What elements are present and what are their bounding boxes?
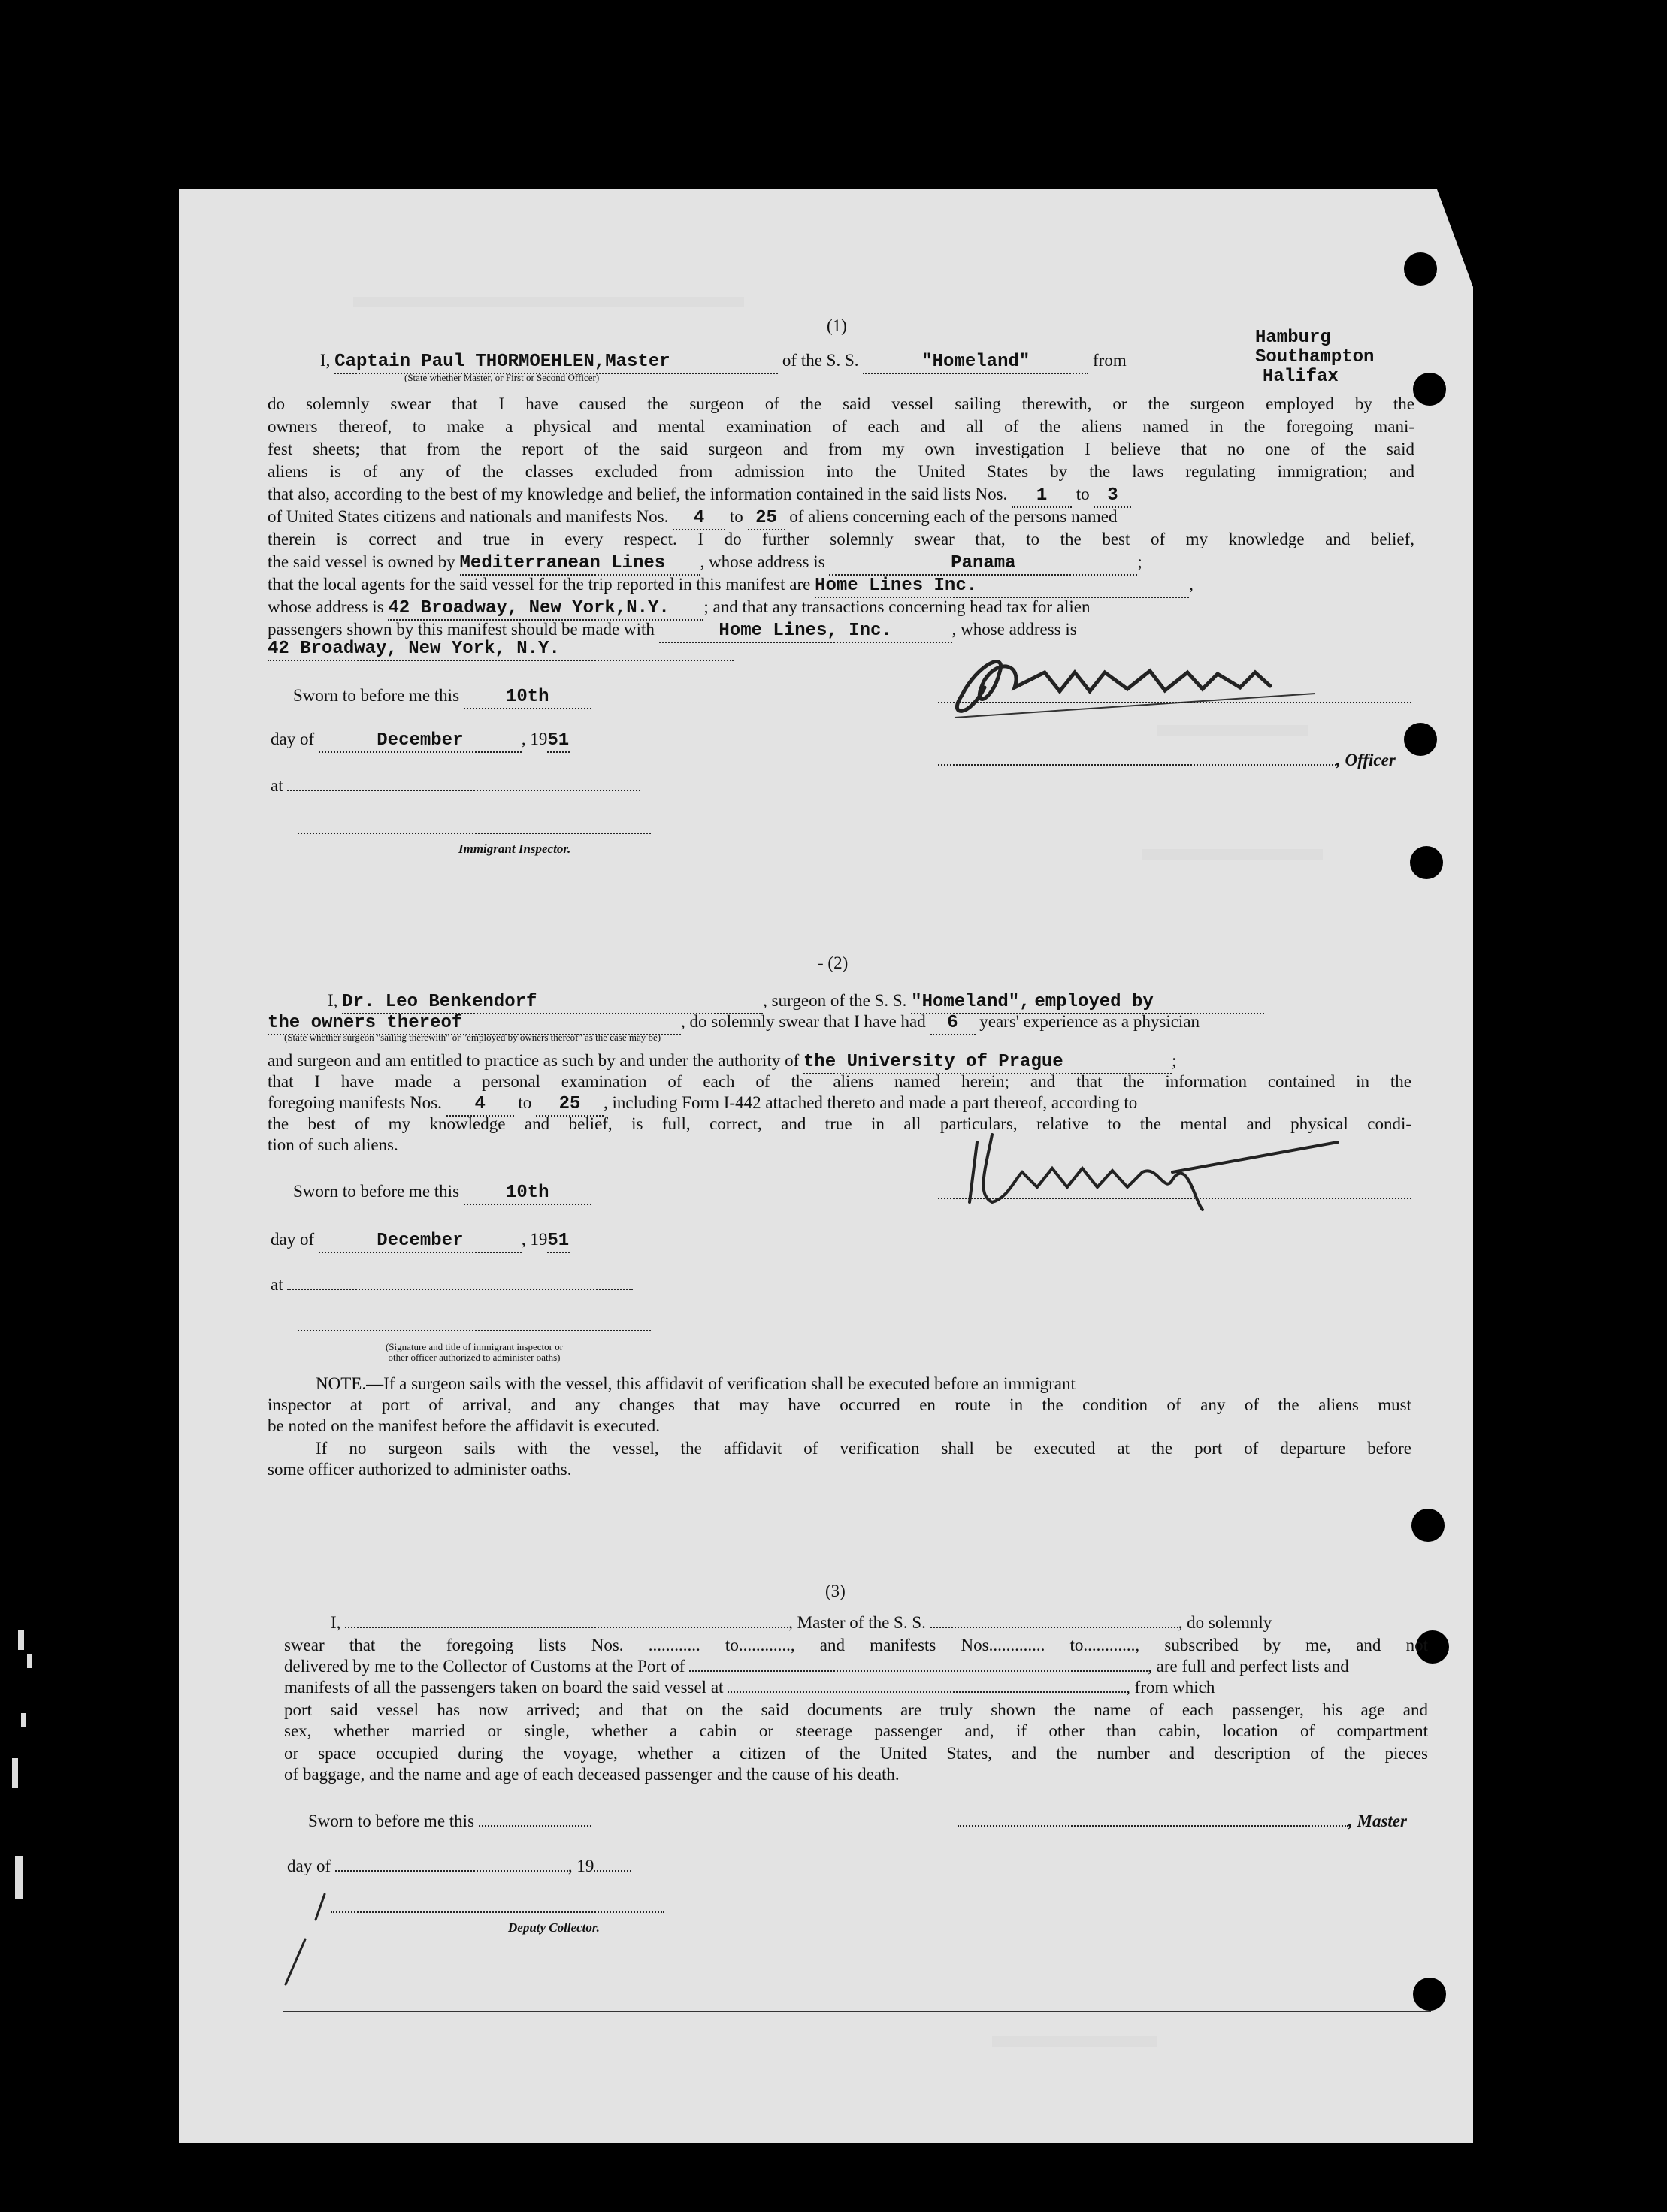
bleed-through-mark — [1157, 725, 1308, 736]
employer: the owners thereof — [268, 1013, 463, 1033]
bleed-through-mark — [1142, 849, 1323, 860]
master-line: I, , Master of the S. S. , do solemnly — [331, 1613, 1272, 1632]
inspector-caption: Immigrant Inspector. — [458, 842, 571, 856]
edge-mark — [12, 1758, 18, 1788]
port-southampton: Southampton — [1255, 347, 1375, 367]
punch-hole — [1413, 1978, 1446, 2011]
boarding-line: manifests of all the passengers taken on board the said vessel at , from which — [284, 1678, 1215, 1697]
edge-mark — [15, 1856, 23, 1899]
bleed-through-mark — [353, 297, 744, 307]
at-line: at — [271, 1274, 633, 1295]
vessel-name: "Homeland", — [911, 992, 1030, 1012]
port-halifax: Halifax — [1263, 367, 1339, 387]
bottom-rule — [283, 2011, 1431, 2012]
signature-note: (Signature and title of immigrant inspector or — [385, 1341, 564, 1352]
captain-signature-line — [938, 693, 1411, 703]
edge-mark — [27, 1654, 32, 1668]
day-of-line: day of , 19 — [287, 1856, 631, 1877]
day-of-line: day of December , 1951 — [271, 729, 570, 753]
note-line: If no surgeon sails with the vessel, the affidavit of verification shall be executed at the port of departure before — [316, 1439, 1411, 1458]
punch-hole — [1404, 252, 1437, 286]
years-experience: 6 — [947, 1013, 958, 1033]
owner-address: Panama — [951, 553, 1016, 573]
authority-line: and surgeon and am entitled to practice as such by and under the authority of the University of Prague ; — [268, 1050, 1176, 1074]
port-hamburg: Hamburg — [1255, 328, 1331, 348]
section-number: (3) — [825, 1582, 846, 1600]
body-line: fest sheets; that from the report of the said surgeon and from my own investigation I believe that no one of the said — [268, 440, 1414, 458]
punch-hole — [1413, 373, 1446, 406]
section-number: (1) — [827, 316, 847, 335]
body-line: aliens is of any of the classes excluded from admission into the United States by the laws regulating immigration; and — [268, 462, 1414, 481]
section-number: - (2) — [818, 953, 849, 972]
note-line: inspector at port of arrival, and any changes that may have occurred en route in the condition of any of the aliens must — [268, 1395, 1411, 1414]
owner-name: Mediterranean Lines — [459, 553, 666, 573]
state-note: (State whether surgeon "sailing therewith" or "employed by owners thereof" as the case may be) — [284, 1032, 661, 1043]
manifests-line: of United States citizens and nationals and manifests Nos. 4 to 25 of aliens concerning each of the persons named — [268, 506, 1117, 530]
vessel-name: "Homeland" — [921, 352, 1030, 372]
body-line: the best of my knowledge and belief, is full, correct, and true in all particulars, relative to the mental and physical condi- — [268, 1114, 1411, 1133]
edge-mark — [18, 1630, 24, 1650]
port-line: delivered by me to the Collector of Customs at the Port of , are full and perfect lists and — [284, 1657, 1349, 1676]
agents-name: Home Lines Inc. — [815, 576, 978, 596]
sworn-line: Sworn to before me this — [308, 1811, 591, 1832]
headtax-line: passengers shown by this manifest should be made with Home Lines, Inc. , whose address is — [268, 619, 1077, 643]
deputy-caption: Deputy Collector. — [508, 1920, 600, 1935]
sworn-month: December — [377, 1231, 464, 1251]
sworn-day: 10th — [505, 1183, 549, 1203]
at-line: at — [271, 775, 640, 796]
sworn-day: 10th — [505, 687, 549, 707]
signature-note: other officer authorized to administer oaths) — [388, 1352, 561, 1363]
body-line: sex, whether married or single, whether a cabin or steerage passenger and, if other than cabin, location of compartment — [284, 1721, 1428, 1740]
edge-mark — [21, 1713, 26, 1727]
surgeon-signature-line — [938, 1189, 1411, 1199]
deputy-signature-line — [331, 1902, 664, 1913]
oath-intro: I, Captain Paul THORMOEHLEN,Master of the S. S. "Homeland" from — [320, 350, 1127, 374]
body-line: that I have made a personal examination of each of the aliens named herein; and that the information contained in the — [268, 1072, 1411, 1091]
body-line: therein is correct and true in every respect. I do further solemnly swear that, to the best of my knowledge and belief, — [268, 530, 1414, 548]
body-line: tion of such aliens. — [268, 1135, 398, 1154]
punch-hole — [1410, 846, 1443, 879]
note-line: be noted on the manifest before the affidavit is executed. — [268, 1416, 660, 1435]
manifests-line: foregoing manifests Nos. 4 to 25 , including Form I-442 attached thereto and made a part thereof, according to — [268, 1092, 1137, 1117]
inspector-signature-line — [298, 822, 651, 834]
punch-hole — [1411, 1509, 1445, 1542]
officer-line: , Officer — [938, 750, 1396, 771]
body-line: or space occupied during the voyage, whether a citizen of the United States, and the number and description of the pieces — [284, 1744, 1428, 1763]
agents-address: 42 Broadway, New York,N.Y. — [388, 598, 670, 618]
day-of-line: day of December , 1951 — [271, 1229, 570, 1253]
sworn-line: Sworn to before me this 10th — [293, 1181, 591, 1205]
surgeon-name: Dr. Leo Benkendorf — [342, 992, 537, 1012]
body-line: port said vessel has now arrived; and that on the said documents are truly shown the name of each passenger, his age and — [284, 1700, 1428, 1719]
sworn-line: Sworn to before me this 10th — [293, 685, 591, 709]
master-signature-line: , Master — [958, 1811, 1407, 1832]
authority: the University of Prague — [803, 1052, 1063, 1072]
surgeon-line: I, Dr. Leo Benkendorf , surgeon of the S. S. "Homeland", employed by — [328, 990, 1264, 1014]
captain-signature — [939, 635, 1330, 725]
employment-line: the owners thereof , do solemnly swear that I have had 6 years' experience as a physician — [268, 1011, 1200, 1035]
pen-stroke — [278, 1890, 338, 1987]
note-line: some officer authorized to administer oaths. — [268, 1460, 572, 1479]
state-note: (State whether Master, or First or Second Officer) — [404, 372, 600, 383]
sworn-month: December — [377, 730, 464, 751]
agents-address-line: whose address is 42 Broadway, New York,N.Y. ; and that any transactions concerning head tax for alien — [268, 597, 1090, 621]
body-line: swear that the foregoing lists Nos. ............ to............, and manifests Nos............. to............, subscribed by me, and not — [284, 1636, 1428, 1654]
note-label: NOTE. — [316, 1374, 367, 1393]
agents-line: that the local agents for the said vessel for the trip reported in this manifest are Home Lines Inc. , — [268, 574, 1194, 598]
master-name: Captain Paul THORMOEHLEN,Master — [334, 352, 670, 372]
headtax-address: 42 Broadway, New York, N.Y. — [268, 639, 560, 659]
punch-hole — [1404, 723, 1437, 756]
body-line: of baggage, and the name and age of each deceased passenger and the cause of his death. — [284, 1765, 900, 1784]
lists-line: that also, according to the best of my knowledge and belief, the information contained in the said lists Nos. 1 to 3 — [268, 484, 1131, 508]
body-line: do solemnly swear that I have caused the surgeon of the said vessel sailing therewith, or the surgeon employed by the — [268, 394, 1414, 413]
headtax-payee: Home Lines, Inc. — [719, 621, 892, 641]
note-first-line: NOTE.—If a surgeon sails with the vessel, this affidavit of verification shall be executed before an immigrant — [316, 1374, 1076, 1393]
inspector-signature-line — [298, 1321, 651, 1331]
surgeon-signature — [947, 1127, 1353, 1225]
document-page-corner — [1428, 189, 1481, 2143]
body-line: owners thereof, to make a physical and mental examination of each and all of the aliens named in the foregoing mani- — [268, 417, 1414, 436]
bleed-through-mark — [992, 2036, 1157, 2047]
owner-line: the said vessel is owned by Mediterranean Lines , whose address is Panama ; — [268, 551, 1142, 576]
